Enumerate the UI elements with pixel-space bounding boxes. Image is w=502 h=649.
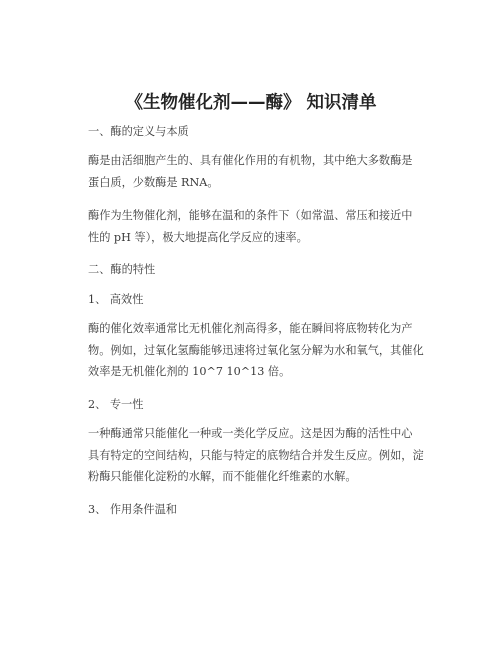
subsection-heading-efficiency: 1、 高效性: [88, 293, 144, 306]
paragraph-specificity: [88, 423, 430, 488]
section-heading-properties: 二、酶的特性: [88, 263, 156, 276]
text-line: 蛋白质，少数酶是 RNA。: [88, 175, 219, 189]
page-title: 《生物催化剂——酶》 知识清单: [125, 93, 377, 113]
subsection-heading-specificity: 2、 专一性: [88, 398, 144, 411]
paragraph-efficiency: [88, 318, 430, 383]
text-line: 物。例如，过氧化氢酶能够迅速将过氧化氢分解为水和氧气，其催化: [88, 343, 424, 357]
subsection-heading-conditions: 3、 作用条件温和: [88, 503, 177, 516]
text-line: 酶的催化效率通常比无机催化剂高得多，能在瞬间将底物转化为产: [88, 322, 413, 335]
paragraph-definition: [88, 150, 430, 193]
text-line: 酶是由活细胞产生的、具有催化作用的有机物，其中绝大多数酶是: [88, 154, 413, 167]
text-line: 性的 pH 等），极大地提高化学反应的速率。: [88, 230, 308, 244]
text-line: 具有特定的空间结构，只能与特定的底物结合并发生反应。例如，淀: [88, 448, 424, 462]
text-line: 效率是无机催化剂的 10^7 10^13 倍。: [88, 365, 291, 378]
text-line: 一种酶通常只能催化一种或一类化学反应。这是因为酶的活性中心: [88, 427, 413, 440]
section-heading-definition: 一、酶的定义与本质: [88, 125, 189, 138]
paragraph-catalyst: [88, 205, 430, 248]
text-line: 粉酶只能催化淀粉的水解，而不能催化纤维素的水解。: [88, 470, 357, 483]
text-line: 酶作为生物催化剂，能够在温和的条件下（如常温、常压和接近中: [88, 209, 413, 222]
